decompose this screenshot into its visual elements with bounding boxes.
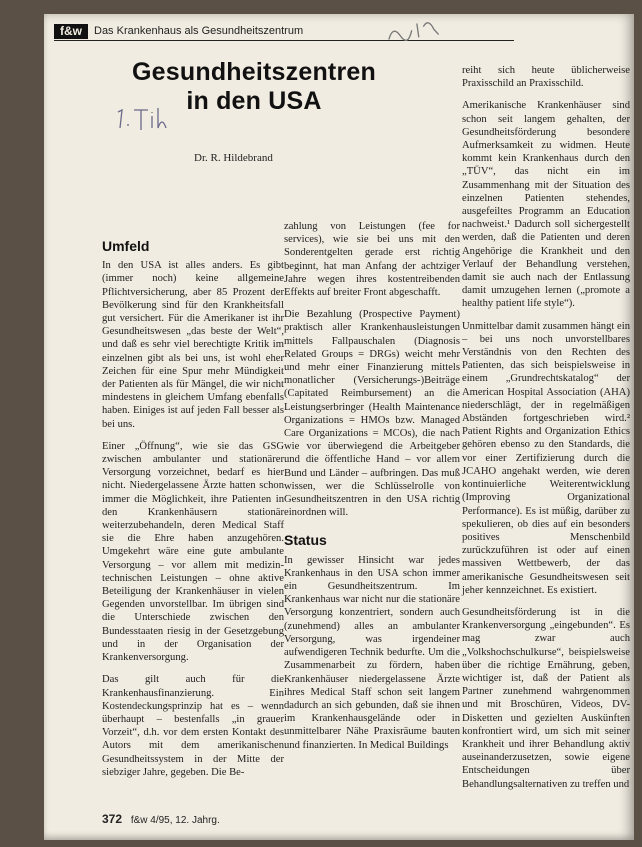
title-line-2: in den USA bbox=[186, 87, 322, 115]
paragraph: reiht sich heute üblicherweise Praxisschild an Praxisschild. bbox=[462, 65, 630, 90]
section-heading-status: Status bbox=[284, 532, 327, 549]
article-title bbox=[104, 58, 404, 116]
title-line-1: Gesundheitszentren bbox=[132, 58, 376, 86]
running-title: Das Krankenhaus als Gesundheitszentrum bbox=[94, 25, 304, 37]
author-byline: Dr. R. Hildebrand bbox=[194, 152, 273, 164]
column-2 bbox=[284, 220, 460, 761]
page-footer bbox=[102, 812, 220, 826]
journal-logo: f&w bbox=[54, 24, 88, 39]
paragraph: Die Bezahlung (Prospective Payment) praktisch aller Krankenhausleistungen mittels Fallpauschalen (Diagnosis Related Groups = DRGs) weicht mehr und mehr einer Finanzierung mittels monatlicher (Versicherungs-)Beiträge (Capitated Reimbursement) an die Leistungserbringer (Health Maintenance Organizations = HMOs bzw. Managed Care Organizations = MCOs), die nach wie vor überwiegend die Arbeitgeber und die öffentliche Hand – vor allem Bund und Länder – aufbringen. Das muß wissen, wer die Schlüsselrolle von Gesundheitszentren in den USA richtig einordnen will. bbox=[284, 309, 460, 519]
page-number: 372 bbox=[102, 812, 123, 826]
paragraph: Amerikanische Krankenhäuser sind schon seit langem gehalten, der Gesundheitsförderung besondere Aufmerksamkeit zu widmen. Heute kommt kein Krankenhaus durch den „TÜV“, das nicht ein im Zusammenhang mit der Situation des einzelnen Patienten stehendes, ausgefeiltes Programm an Education nachweist.¹ Dadurch soll sichergestellt werden, daß die Patienten und deren Angehörige die Krankheit und den Verlauf der Behandlung verstehen, damit sie auch nach der Entlassung damit umzugehen lernen („promote a healthy patient life style“). bbox=[462, 100, 630, 310]
journal-citation: f&w 4/95, 12. Jahrg. bbox=[130, 815, 220, 826]
paragraph: In gewisser Hinsicht war jedes Krankenhaus in den USA schon immer ein Gesundheitszentrum. Im Krankenhaus war nicht nur die stationäre Versorgung konzentriert, sondern auch (zunehmend) alles an ambulanter Versorgung, was irgendeiner aufwendigeren Technik bedurfte. Um die Zusammenarbeit zu fördern, haben Krankenhäuser niedergelassene Ärzte ihres Medical Staff schon seit langem dadurch an sich gebunden, daß sie ihnen im Krankenhausgelände oder in unmittelbarer Nähe Praxisräume bauten und finanzierten. In Medical Buildings bbox=[284, 554, 460, 751]
paragraph: Einer „Öffnung“, wie sie das GSG zwischen ambulanter und stationärer Versorgung vorzeichnet, bedarf es hier nicht. Niedergelassene Ärzte hatten schon immer die Möglichkeit, ihre Patienten in den Krankenhäusern stationär weiterzubehandeln, deren Medical Staff sie die Ehre haben anzugehören. Umgekehrt wäre eine gute ambulante Versorgung – vor allem mit medizin-technischen Leistungen – ohne aktive Beteiligung der Krankenhäuser in vielen Gegenden unvorstellbar. Im übrigen sind die Unterschiede zwischen den Bundesstaaten riesig in der Gesetzgebung und in der Organisation der Krankenversorgung. bbox=[102, 440, 284, 664]
handwritten-annotation-top bbox=[382, 14, 445, 50]
journal-page bbox=[44, 14, 634, 840]
section-heading-umfeld: Umfeld bbox=[102, 238, 150, 254]
paragraph: zahlung von Leistungen (fee for services), wie sie bei uns mit den Sonderentgelten gerade erst richtig beginnt, hat man Anfang der achtziger Jahre wegen ihres kostentreibenden Effekts auf breiter Front abgeschafft. bbox=[284, 221, 460, 299]
paragraph: Das gilt auch für die Krankenhausfinanzierung. Ein Kostendeckungsprinzip hat es – wenn überhaupt – bestenfalls „in grauer Vorzeit“, d.h. vor dem ersten Kontakt des Autors mit dem amerikanischen Gesundheitssystem in der Mitte der siebziger Jahre, gegeben. Die Be- bbox=[102, 674, 284, 778]
column-3 bbox=[462, 64, 630, 800]
paragraph: Gesundheitsförderung ist in die Krankenversorgung „eingebunden“. Es mag zwar auch „Volkshochschulkurse“, beispielsweise über die richtige Ernährung, geben, wichtiger ist, daß der Patient als Partner zunehmend wahrgenommen und mit Broschüren, Videos, DV-Disketten und gezielten Auskünften konfrontiert wird, um sich mit seiner Krankheit und ihrer Behandlung aktiv auseinanderzusetzen, sowie eigene Entscheidungen über Behandlungsalternativen zu treffen und bbox=[462, 606, 630, 790]
column-1 bbox=[102, 240, 284, 788]
paragraph: In den USA ist alles anders. Es gibt (immer noch) keine allgemeine Pflichtversicherung, aber 85 Prozent der Bevölkerung sind für den Krankheitsfall gut versichert. Für die Amerikaner ist ihr Gesundheitswesen „das beste der Welt“, und daß es sehr viel berechtigte Kritik im einzelnen gibt als bei uns, ist wohl eher Zeichen für eine Spur mehr Mündigkeit der Patienten als für Mängel, die wir nicht mindestens in gleichem Umfang ebenfalls haben. Einiges ist auf jeden Fall besser als bei uns. bbox=[102, 260, 284, 430]
paragraph: Unmittelbar damit zusammen hängt ein – bei uns noch unvorstellbares Verständnis von den Rechten des Patienten, das sich beispielsweise in einem „Grundrechtskatalog“ der American Hospital Association (AHA) niederschlägt, der in regelmäßigen Abständen fortgeschrieben wird.² Patient Rights and Organization Ethics gehören ebenso zu den Standards, die vor einer Zertifizierung durch die JCAHO angehakt werden, wie deren kontinuierliche Weiterentwicklung (Improving Organizational Performance). Es ist müßig, darüber zu spekulieren, ob dies auf ein besonders positives Menschenbild zurückzuführen ist oder auf einen massiven Wettbewerb, der das amerikanische Gesundheitswesen seit jeher kennzeichnet. Es existiert. bbox=[462, 320, 630, 596]
